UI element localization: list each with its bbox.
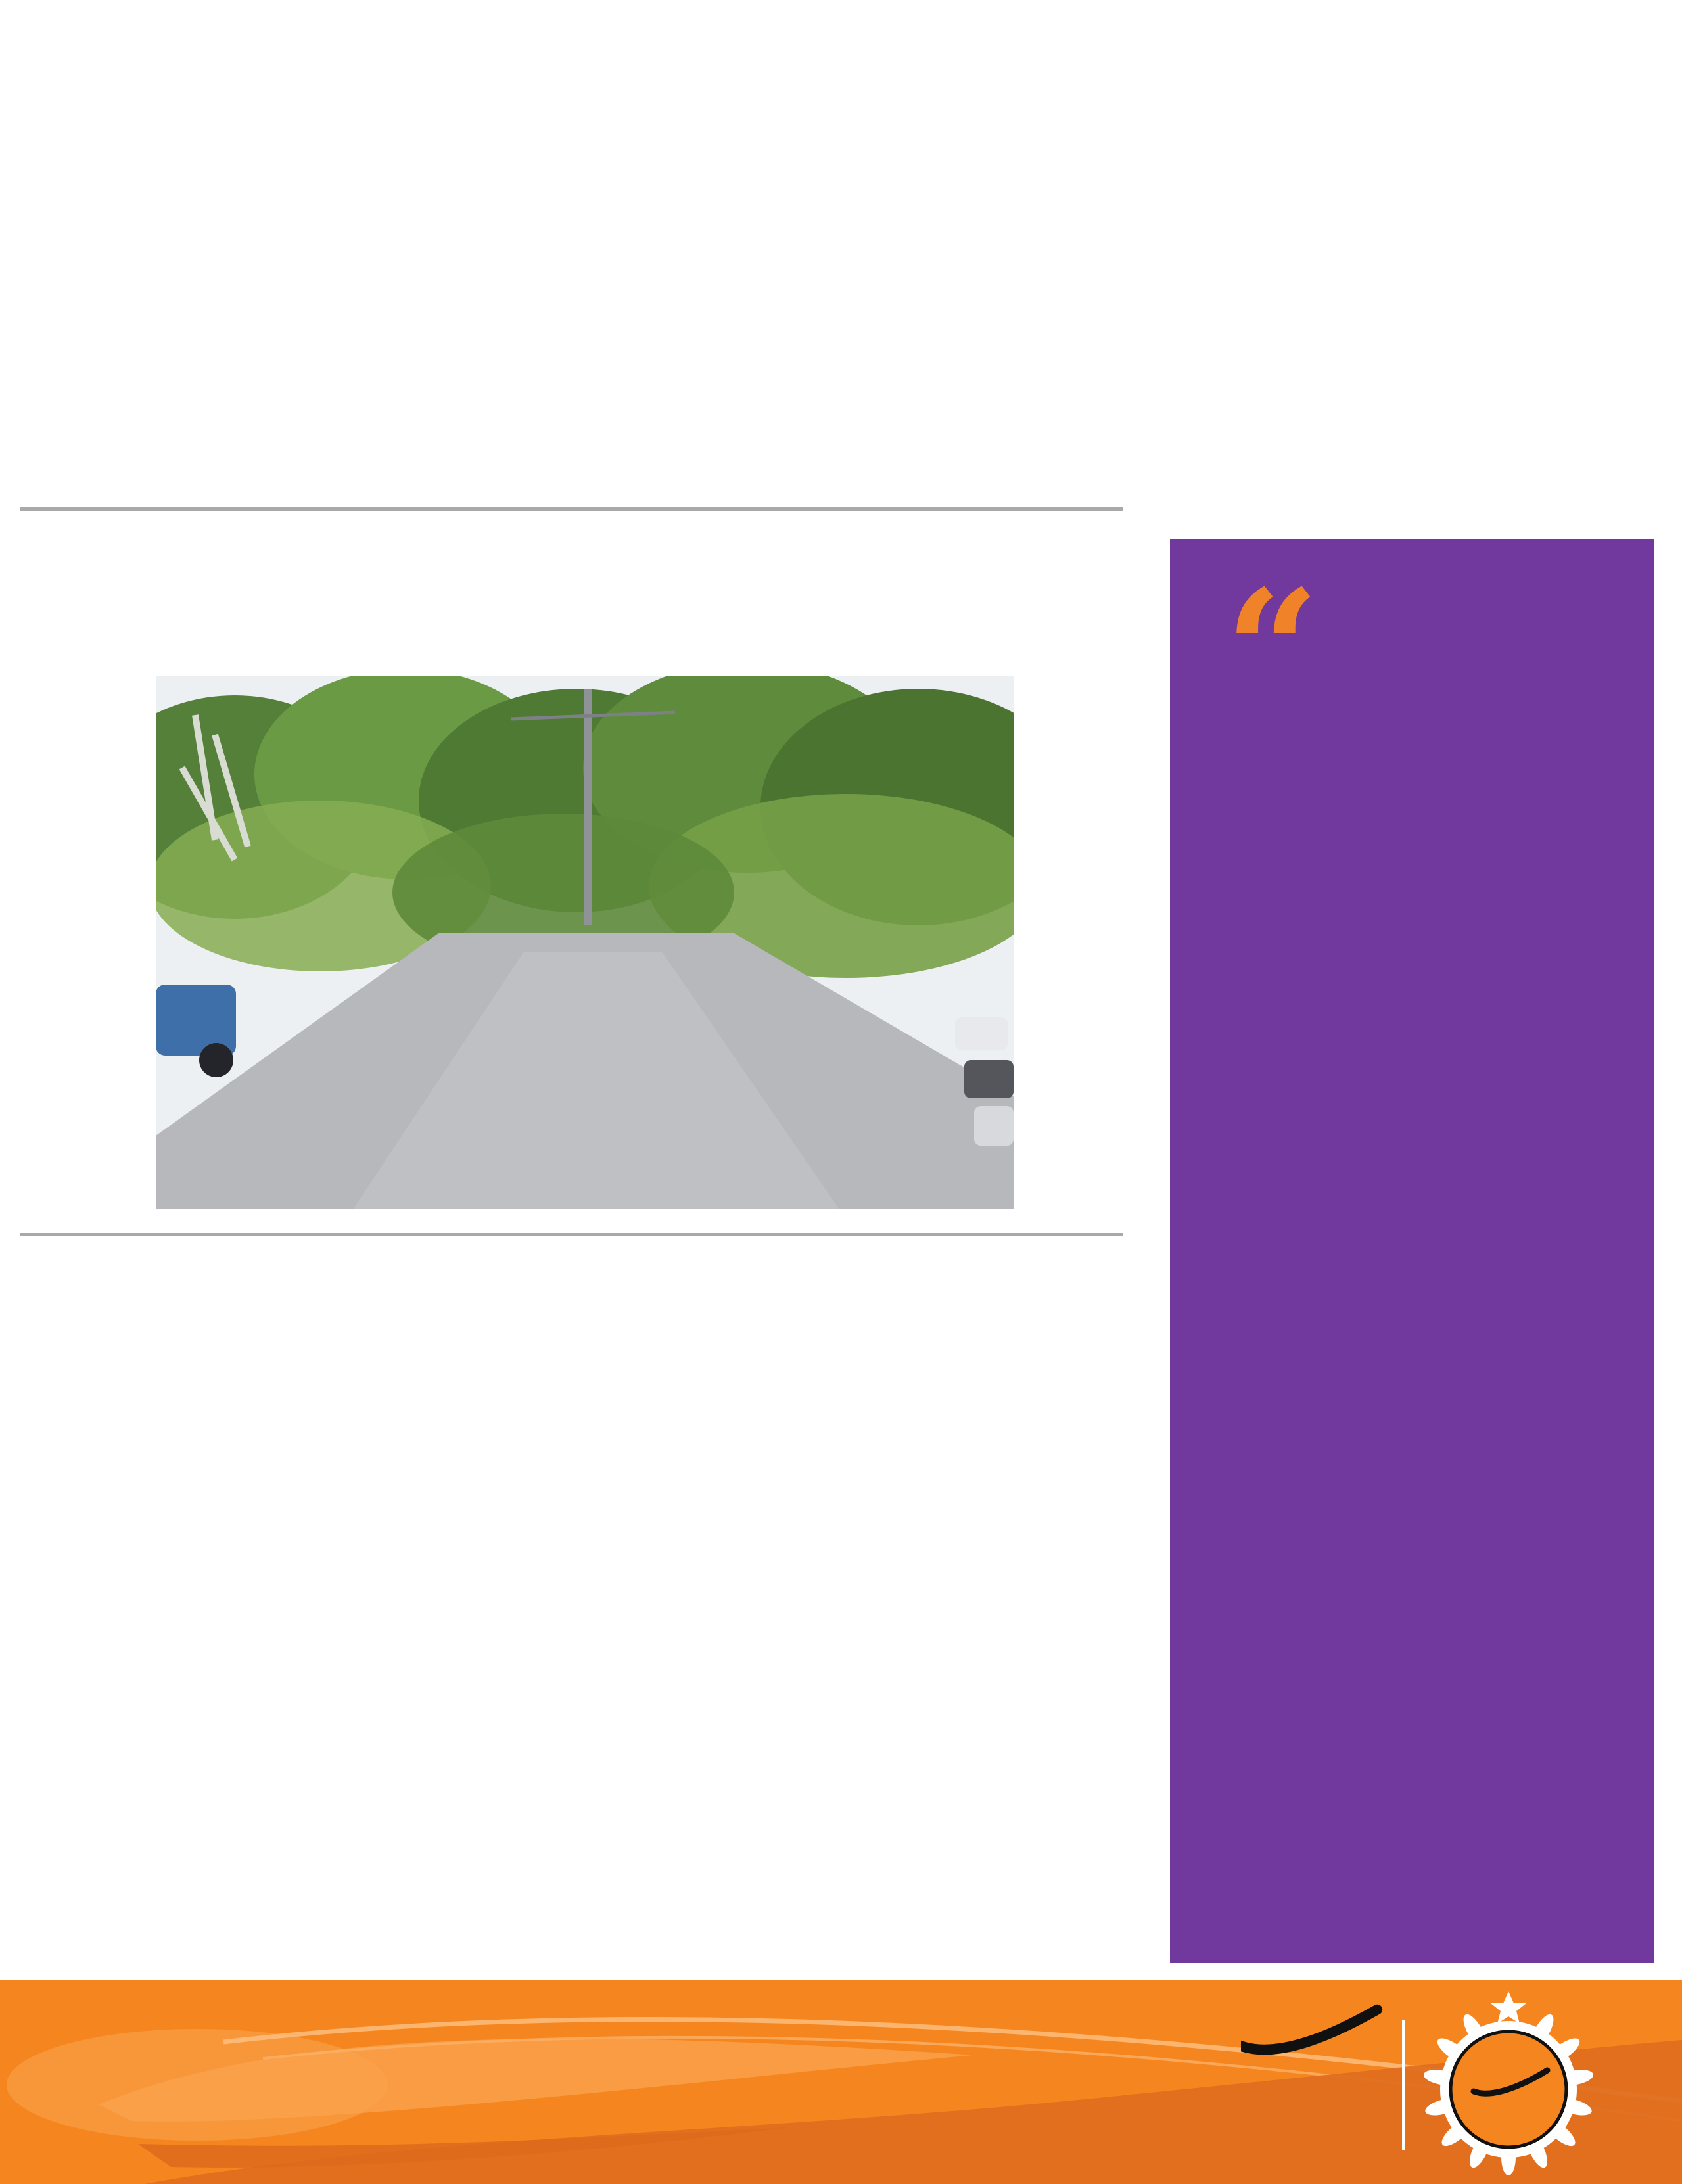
section-divider: [20, 1233, 1123, 1236]
badge-star-icon: [1491, 1991, 1526, 2024]
official-national-team-badge: [1420, 1987, 1597, 2181]
utility-pole: [584, 689, 592, 925]
team-photo-illustration: [156, 676, 1014, 1209]
team-photo: [156, 676, 1014, 1209]
ms-swoosh: [1241, 2010, 1377, 2050]
quote-sidebar: [1170, 539, 1654, 1963]
ms-society-logo: [1241, 1994, 1389, 2094]
footer-divider: [1402, 2020, 1405, 2150]
footer: [0, 1980, 1682, 2184]
quote-icon: “: [1225, 553, 1320, 747]
section-divider: [20, 507, 1123, 511]
us-footprint-map: [92, 1371, 1012, 1940]
